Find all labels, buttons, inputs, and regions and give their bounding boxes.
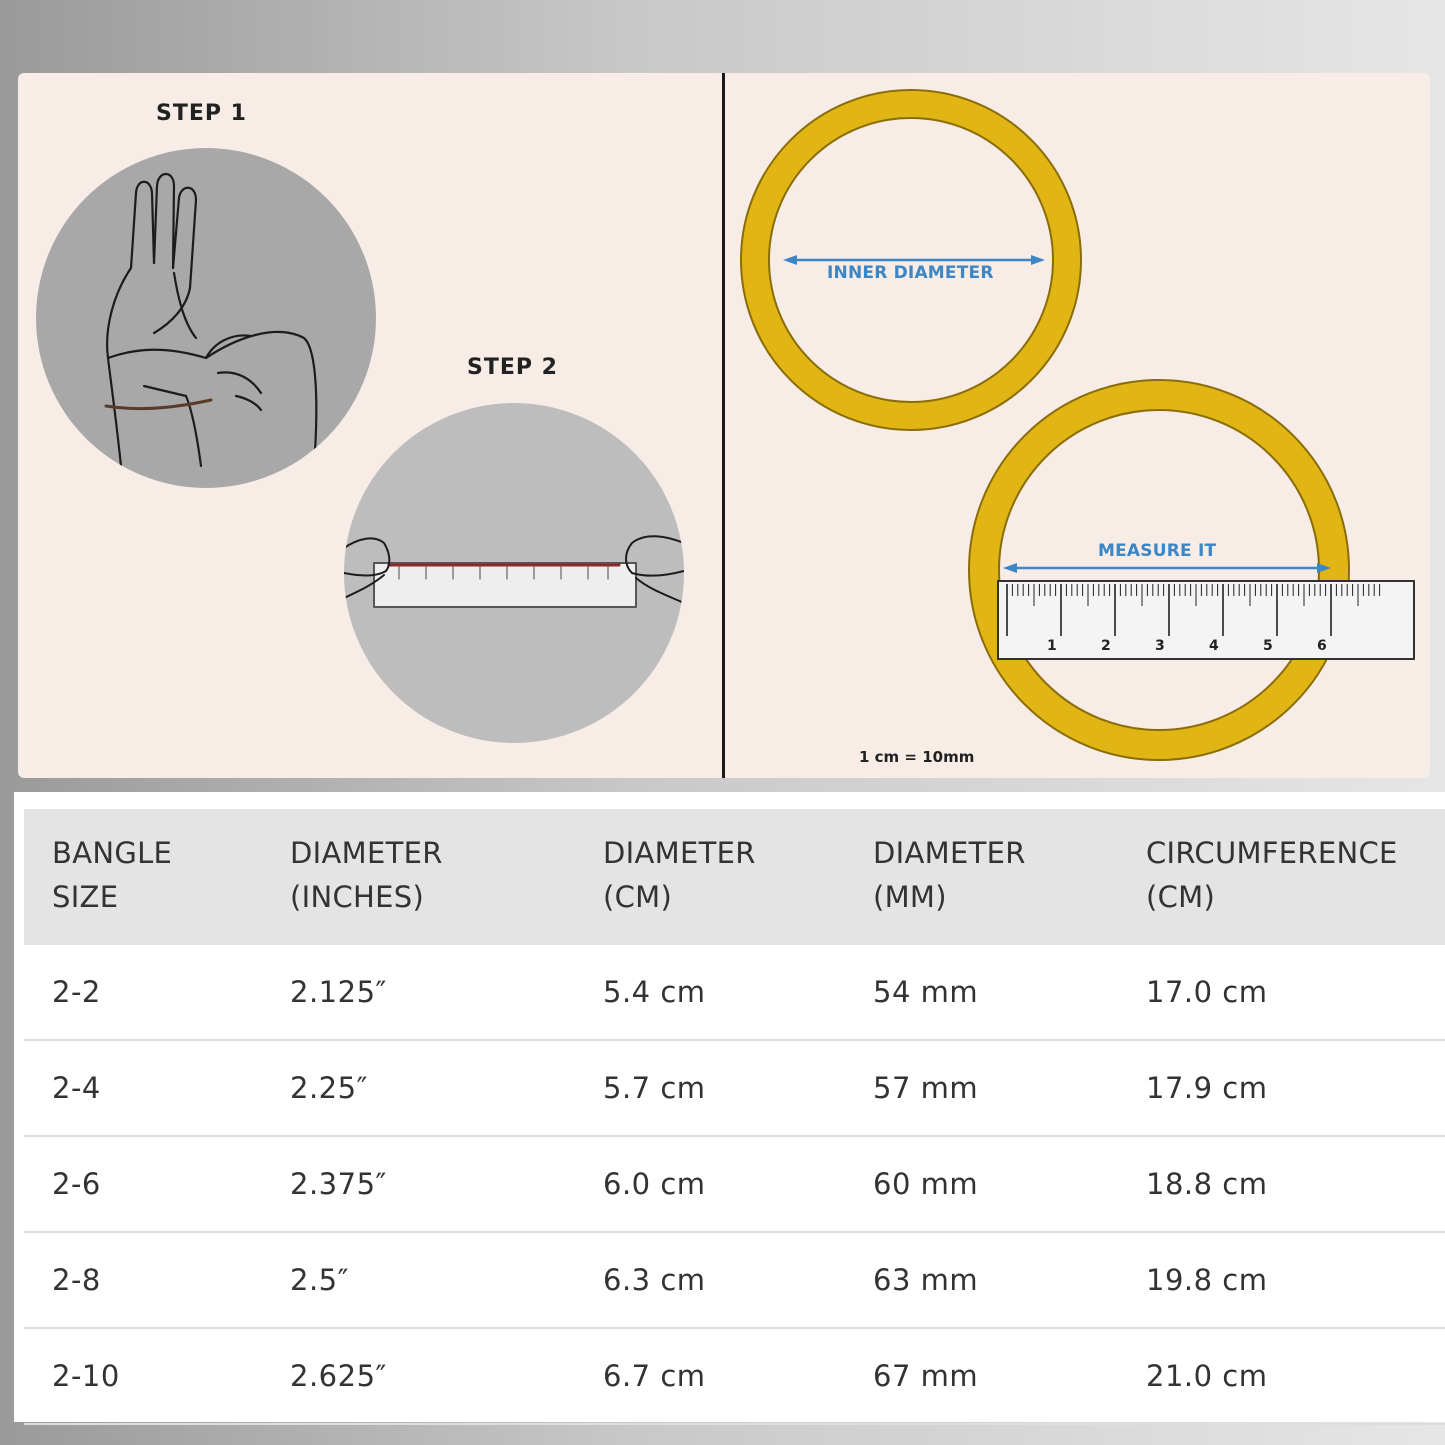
cell-diameter-inches: 2.5″	[262, 1232, 575, 1328]
table-row	[24, 1232, 1445, 1328]
cell-bangle-size: 2-6	[24, 1136, 262, 1232]
cell-diameter-cm: 5.7 cm	[575, 1040, 845, 1136]
cell-circumference-cm: 17.9 cm	[1118, 1040, 1445, 1136]
ruler-number: 4	[1209, 638, 1219, 654]
cell-diameter-mm: 54 mm	[845, 945, 1118, 1040]
header-circumference-cm: CIRCUMFERENCE (CM)	[1146, 836, 1398, 914]
cell-diameter-inches: 2.25″	[262, 1040, 575, 1136]
ruler-number: 3	[1155, 638, 1165, 654]
cell-bangle-size: 2-8	[24, 1232, 262, 1328]
cell-circumference-cm: 21.0 cm	[1118, 1328, 1445, 1424]
ruler-number: 1	[1047, 638, 1057, 654]
table-row	[24, 1136, 1445, 1232]
ruler-number: 6	[1317, 638, 1327, 654]
cell-diameter-inches: 2.125″	[262, 945, 575, 1040]
table-row	[24, 1328, 1445, 1424]
ruler-number: 5	[1263, 638, 1273, 654]
bangle-measure	[984, 395, 1334, 745]
measure-it-label: MEASURE IT	[1098, 541, 1217, 561]
hand-measuring-illustration	[36, 148, 376, 488]
ruler-number: 2	[1101, 638, 1111, 654]
cell-bangle-size: 2-10	[24, 1328, 262, 1424]
cell-diameter-inches: 2.625″	[262, 1328, 575, 1424]
table-row	[24, 1040, 1445, 1136]
ruler	[997, 580, 1415, 660]
bangle-diagrams	[725, 73, 1430, 778]
header-diameter-mm: DIAMETER (MM)	[873, 836, 1026, 914]
size-chart-panel	[14, 792, 1445, 1422]
inner-diameter-label: INNER DIAMETER	[827, 263, 994, 283]
header-diameter-inches: DIAMETER (INCHES)	[290, 836, 443, 914]
header-diameter-cm: DIAMETER (CM)	[603, 836, 756, 914]
cell-circumference-cm: 17.0 cm	[1118, 945, 1445, 1040]
bangle-size-table	[24, 809, 1445, 1425]
table-row	[24, 945, 1445, 1040]
header-bangle-size: BANGLE SIZE	[52, 836, 173, 914]
cell-diameter-mm: 67 mm	[845, 1328, 1118, 1424]
cell-diameter-mm: 60 mm	[845, 1136, 1118, 1232]
step-1-label: STEP 1	[156, 101, 247, 126]
cell-circumference-cm: 19.8 cm	[1118, 1232, 1445, 1328]
scale-note: 1 cm = 10mm	[859, 748, 975, 766]
step-2-label: STEP 2	[467, 355, 558, 380]
cell-diameter-inches: 2.375″	[262, 1136, 575, 1232]
cell-diameter-mm: 63 mm	[845, 1232, 1118, 1328]
cell-diameter-cm: 5.4 cm	[575, 945, 845, 1040]
cell-circumference-cm: 18.8 cm	[1118, 1136, 1445, 1232]
cell-diameter-cm: 6.3 cm	[575, 1232, 845, 1328]
cell-diameter-mm: 57 mm	[845, 1040, 1118, 1136]
cell-diameter-cm: 6.7 cm	[575, 1328, 845, 1424]
cell-diameter-cm: 6.0 cm	[575, 1136, 845, 1232]
measuring-guide-illustration	[18, 73, 1430, 778]
cell-bangle-size: 2-4	[24, 1040, 262, 1136]
table-header-row	[24, 809, 1445, 945]
ruler-measuring-illustration	[344, 403, 684, 743]
cell-bangle-size: 2-2	[24, 945, 262, 1040]
